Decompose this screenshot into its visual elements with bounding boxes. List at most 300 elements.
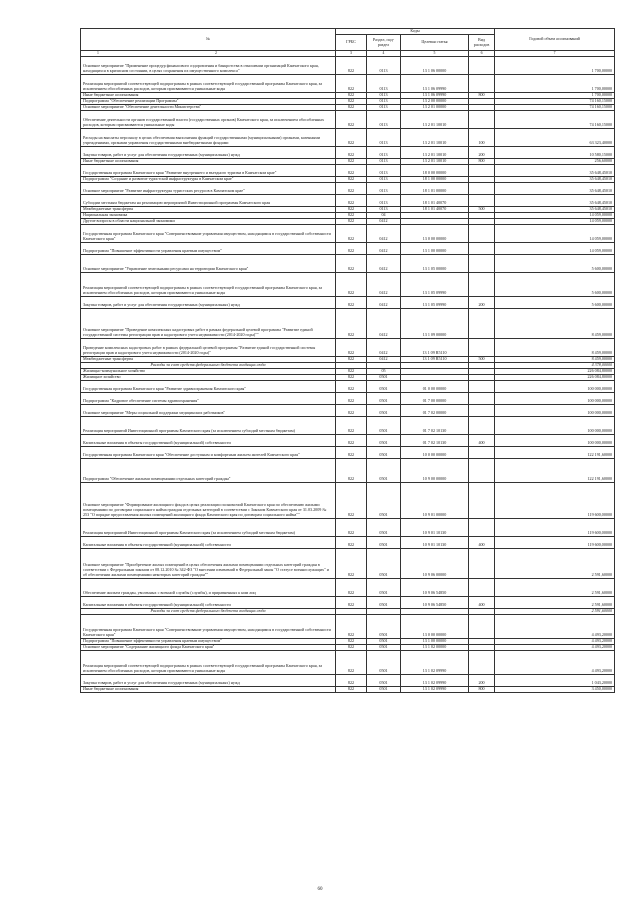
row-description: Реализация мероприятий соответствующей подпрограммы в рамках соответствующей государственной программы Камчатского края, за исключением обособленных расходов, которым присваиваются уникальные коды <box>81 650 336 674</box>
row-expense-type: 500 <box>469 356 495 362</box>
row-grbs: 822 <box>336 416 367 434</box>
header-type: Вид расходов <box>469 35 495 51</box>
table-row <box>81 446 615 458</box>
row-section: 0501 <box>367 644 401 650</box>
row-expense-type <box>469 416 495 434</box>
row-expense-type: 200 <box>469 296 495 308</box>
row-target-article: 13 1 06 09990 <box>401 92 469 98</box>
row-section: 05 <box>367 368 401 374</box>
row-grbs: 822 <box>336 650 367 674</box>
row-amount: 5 600,00000 <box>495 254 615 272</box>
row-expense-type <box>469 518 495 536</box>
row-target-article: 13 1 05 09990 <box>401 296 469 308</box>
column-number: 4 <box>367 51 401 57</box>
row-amount: 35 648,45010 <box>495 176 615 182</box>
row-grbs: 822 <box>336 458 367 482</box>
row-amount: 100 000,00000 <box>495 416 615 434</box>
column-number: 3 <box>336 51 367 57</box>
row-section: 0501 <box>367 536 401 548</box>
row-section: 0113 <box>367 56 401 74</box>
table-row <box>81 482 615 518</box>
row-expense-type <box>469 614 495 638</box>
table-row <box>81 458 615 482</box>
row-amount: 8 459,00000 <box>495 338 615 356</box>
row-expense-type: 100 <box>469 128 495 146</box>
row-target-article: 01 7 02 10130 <box>401 434 469 446</box>
row-grbs: 822 <box>336 176 367 182</box>
row-amount: 2 591,60000 <box>495 608 615 614</box>
row-section: 0113 <box>367 164 401 176</box>
row-description: Основное мероприятие "Содержание жилищного фонда Камчатского края" <box>81 644 336 650</box>
row-target-article: 13 1 05 00000 <box>401 254 469 272</box>
row-description: Основное мероприятие "Формирование жилищного фонда в целях реализации полномочий Камчатского края по обеспечению жилыми помещениями по договорам социального найма граждан отдельных категорий в соответствии с Законом Камчатского края от 31.03.2009 № 253 "О порядке предоставления жилых помещений жилищного фонда Камчатского края по договорам социального найма"" <box>81 482 336 518</box>
row-amount: 1 700,00000 <box>495 92 615 98</box>
column-number-label: 2 <box>215 51 217 55</box>
row-expense-type <box>469 254 495 272</box>
row-expense-type <box>469 548 495 578</box>
row-target-article: 13 2 01 10010 <box>401 128 469 146</box>
row-section: 0501 <box>367 674 401 686</box>
row-target-article: 13 0 00 00000 <box>401 614 469 638</box>
row-grbs: 822 <box>336 218 367 224</box>
row-grbs: 822 <box>336 56 367 74</box>
row-amount: 122 191,60000 <box>495 446 615 458</box>
row-grbs: 822 <box>336 110 367 128</box>
row-expense-type <box>469 308 495 338</box>
row-description: Реализация мероприятий соответствующей подпрограммы в рамках соответствующей государственной программы Камчатского края, за исключением обособленных расходов, которым присваиваются уникальные коды <box>81 272 336 296</box>
row-amount: 100 000,00000 <box>495 404 615 416</box>
row-expense-type <box>469 194 495 206</box>
row-amount: 74 160,15000 <box>495 104 615 110</box>
row-grbs: 822 <box>336 596 367 608</box>
table-body <box>81 51 615 693</box>
row-grbs: 822 <box>336 338 367 356</box>
row-description: Государственная программа Камчатского края "Обеспечение доступным и комфортным жильем жителей Камчатского края" <box>81 446 336 458</box>
row-target-article: 13 1 09 00000 <box>401 308 469 338</box>
row-target-article: 18 1 01 00000 <box>401 182 469 194</box>
row-section: 0501 <box>367 482 401 518</box>
row-grbs: 822 <box>336 404 367 416</box>
row-amount: 10 580,15000 <box>495 146 615 158</box>
row-target-article: 13 2 00 00000 <box>401 98 469 104</box>
row-description: Капитальные вложения в объекты государственной (муниципальной) собственности <box>81 434 336 446</box>
row-section: 0412 <box>367 356 401 362</box>
row-amount: 100 000,00000 <box>495 434 615 446</box>
row-amount: 35 648,45010 <box>495 182 615 194</box>
row-grbs: 822 <box>336 242 367 254</box>
row-target-article: 10 9 06 00000 <box>401 548 469 578</box>
row-expense-type <box>469 74 495 92</box>
row-expense-type: 800 <box>469 686 495 692</box>
row-grbs: 822 <box>336 674 367 686</box>
row-description: Подпрограмма "Повышение эффективности управления краевым имуществом" <box>81 638 336 644</box>
row-section: 0412 <box>367 218 401 224</box>
row-amount: 119 600,00000 <box>495 536 615 548</box>
row-description: Основное мероприятие "Меры социальной поддержки медицинских работников" <box>81 404 336 416</box>
row-description: Иные бюджетные ассигнования <box>81 686 336 692</box>
column-number: 7 <box>495 51 615 57</box>
row-target-article: 10 9 00 00000 <box>401 458 469 482</box>
row-description: Межбюджетные трансферты <box>81 356 336 362</box>
row-grbs: 822 <box>336 380 367 392</box>
row-section: 0412 <box>367 272 401 296</box>
row-grbs: 822 <box>336 98 367 104</box>
row-section: 0501 <box>367 416 401 434</box>
row-expense-type <box>469 458 495 482</box>
row-description: Капитальные вложения в объекты государственной (муниципальной) собственности <box>81 596 336 608</box>
table-row <box>81 242 615 254</box>
row-section: 0501 <box>367 446 401 458</box>
row-section: 0113 <box>367 176 401 182</box>
row-amount: 100 000,00000 <box>495 392 615 404</box>
row-section: 0113 <box>367 128 401 146</box>
row-grbs: 822 <box>336 212 367 218</box>
row-amount: 4 378,00000 <box>495 362 615 368</box>
row-amount: 8 459,00000 <box>495 356 615 362</box>
row-section: 0501 <box>367 404 401 416</box>
row-target-article: 13 1 02 00000 <box>401 644 469 650</box>
row-description: Закупка товаров, работ и услуг для обеспечения государственных (муниципальных) нужд <box>81 674 336 686</box>
header-volume: Годовой объем ассигнований <box>495 29 615 51</box>
budget-table <box>80 28 615 693</box>
header-target: Целевая статья <box>401 35 469 51</box>
row-description: Национальная экономика <box>81 212 336 218</box>
row-description: Обеспечение деятельности органов государственной власти (государственных органов) Камчатского края, за исключением обособленных расходов, которым присваиваются уникальные коды <box>81 110 336 128</box>
row-expense-type <box>469 182 495 194</box>
row-description: Проведение комплексных кадастровых работ в рамках федеральной целевой программы "Развитие единой государственной системы регистрации прав и кадастрового учета недвижимости (2014-2020 годы)" <box>81 338 336 356</box>
row-expense-type <box>469 110 495 128</box>
row-grbs: 822 <box>336 356 367 362</box>
table-row <box>81 536 615 548</box>
row-target-article: 18 1 01 40070 <box>401 194 469 206</box>
row-section: 0113 <box>367 158 401 164</box>
row-grbs: 822 <box>336 128 367 146</box>
row-section: 0412 <box>367 242 401 254</box>
table-row <box>81 686 615 692</box>
row-amount: 35 648,45010 <box>495 194 615 206</box>
row-description: Капитальные вложения в объекты государственной (муниципальной) собственности <box>81 536 336 548</box>
table-row <box>81 56 615 74</box>
row-section: 0501 <box>367 614 401 638</box>
row-expense-type <box>469 224 495 242</box>
row-grbs: 822 <box>336 482 367 518</box>
table-row <box>81 548 615 578</box>
table-row <box>81 392 615 404</box>
row-section: 0113 <box>367 194 401 206</box>
table-row <box>81 224 615 242</box>
row-section: 04 <box>367 212 401 218</box>
row-section: 0113 <box>367 104 401 110</box>
row-section: 0113 <box>367 206 401 212</box>
row-target-article: 10 9 06 54850 <box>401 578 469 596</box>
row-expense-type <box>469 482 495 518</box>
row-section: 0501 <box>367 578 401 596</box>
row-target-article: 10 0 00 00000 <box>401 446 469 458</box>
table-row <box>81 338 615 356</box>
row-grbs: 822 <box>336 686 367 692</box>
row-amount: 14 059,00000 <box>495 218 615 224</box>
row-description: Закупка товаров, работ и услуг для обеспечения государственных (муниципальных) нужд <box>81 296 336 308</box>
row-description: Иные бюджетные ассигнования <box>81 92 336 98</box>
row-description: Другие вопросы в области национальной экономики <box>81 218 336 224</box>
row-amount: 5 600,00000 <box>495 296 615 308</box>
row-expense-type <box>469 650 495 674</box>
row-grbs: 822 <box>336 194 367 206</box>
row-amount: 122 191,60000 <box>495 458 615 482</box>
table-row <box>81 614 615 638</box>
row-amount: 4 493,20000 <box>495 614 615 638</box>
row-section: 0501 <box>367 638 401 644</box>
row-amount: 14 059,00000 <box>495 212 615 218</box>
row-description: Подпрограмма "Повышение эффективности управления краевым имуществом" <box>81 242 336 254</box>
row-expense-type <box>469 338 495 356</box>
header-no: № <box>81 29 336 51</box>
table-row <box>81 434 615 446</box>
table-row <box>81 164 615 176</box>
row-description: Субсидии местным бюджетам на реализацию мероприятий Инвестиционной программы Камчатского края <box>81 194 336 206</box>
column-number: 6 <box>469 51 495 57</box>
row-target-article: 18 0 00 00000 <box>401 164 469 176</box>
row-description: Жилищно-коммунальное хозяйство <box>81 368 336 374</box>
row-amount: 2 591,60000 <box>495 578 615 596</box>
row-amount: 4 493,20000 <box>495 638 615 644</box>
row-amount: 2 591,60000 <box>495 548 615 578</box>
table-row <box>81 596 615 608</box>
row-expense-type <box>469 404 495 416</box>
row-expense-type: 200 <box>469 146 495 158</box>
row-amount: 100 000,00000 <box>495 380 615 392</box>
row-section: 0412 <box>367 338 401 356</box>
row-amount: 3 450,00000 <box>495 686 615 692</box>
row-description: Расходы за счет средств федерального бюджета входящих сюда <box>81 608 336 614</box>
row-target-article: 10 9 01 10130 <box>401 518 469 536</box>
row-section: 0113 <box>367 74 401 92</box>
row-amount: 35 648,45010 <box>495 206 615 212</box>
row-section: 0113 <box>367 110 401 128</box>
table-row <box>81 128 615 146</box>
row-amount: 74 160,15000 <box>495 110 615 128</box>
row-grbs: 822 <box>336 224 367 242</box>
row-target-article: 18 1 00 00000 <box>401 176 469 182</box>
row-target-article: 13 2 01 10010 <box>401 158 469 164</box>
row-target-article: 13 2 01 10010 <box>401 146 469 158</box>
row-grbs: 822 <box>336 614 367 638</box>
row-amount: 4 493,20000 <box>495 650 615 674</box>
row-target-article: 01 7 02 10130 <box>401 416 469 434</box>
row-expense-type: 800 <box>469 92 495 98</box>
row-target-article: 18 1 01 40070 <box>401 206 469 212</box>
row-section: 0501 <box>367 596 401 608</box>
row-description: Основное мероприятие "Управление земельными ресурсами на территории Камчатского края" <box>81 254 336 272</box>
row-description: Жилищное хозяйство <box>81 374 336 380</box>
table-row <box>81 296 615 308</box>
row-description: Основное мероприятие "Проведение комплексных кадастровых работ в рамках федеральной целевой программы "Развитие единой государственной системы регистрации прав и кадастрового учета недвижимости (2014-2020 годы)"" <box>81 308 336 338</box>
row-description: Иные бюджетные ассигнования <box>81 158 336 164</box>
row-amount: 1 043,20000 <box>495 674 615 686</box>
row-target-article: 13 1 02 09990 <box>401 650 469 674</box>
row-target-article: 13 1 09 R5110 <box>401 356 469 362</box>
row-description: Закупка товаров, работ и услуг для обеспечения государственных (муниципальных) нужд <box>81 146 336 158</box>
row-target-article: 13 0 00 00000 <box>401 224 469 242</box>
row-description: Обеспечение жильем граждан, уволенных с военной службы (службы), и приравненных к ним лиц <box>81 578 336 596</box>
row-section: 0412 <box>367 254 401 272</box>
row-grbs: 822 <box>336 368 367 374</box>
row-description: Расходы за счет средств федерального бюджета входящих сюда <box>81 362 336 368</box>
row-target-article: 13 1 00 00000 <box>401 242 469 254</box>
row-description: Основное мероприятие "Обеспечение деятельности Министерства" <box>81 104 336 110</box>
row-section: 0501 <box>367 458 401 482</box>
header-codes: Коды <box>336 29 495 35</box>
row-grbs: 822 <box>336 104 367 110</box>
row-target-article: 13 1 05 09990 <box>401 272 469 296</box>
row-expense-type <box>469 578 495 596</box>
table-row <box>81 194 615 206</box>
row-target-article: 10 9 01 00000 <box>401 482 469 518</box>
row-target-article: 01 7 02 00000 <box>401 404 469 416</box>
row-section: 0412 <box>367 296 401 308</box>
row-target-article: 10 9 06 54850 <box>401 596 469 608</box>
row-grbs: 822 <box>336 272 367 296</box>
row-description: Реализация мероприятий соответствующей подпрограммы в рамках соответствующей государственной программы Камчатского края, за исключением обособленных расходов, которым присваиваются уникальные коды <box>81 74 336 92</box>
row-expense-type <box>469 380 495 392</box>
row-expense-type: 400 <box>469 434 495 446</box>
row-amount: 1 700,00000 <box>495 56 615 74</box>
row-grbs: 822 <box>336 536 367 548</box>
row-expense-type <box>469 242 495 254</box>
table-row <box>81 416 615 434</box>
row-description: Подпрограмма "Обеспечение реализации Программы" <box>81 98 336 104</box>
header-grbs: ГРБС <box>336 35 367 51</box>
row-expense-type: 200 <box>469 674 495 686</box>
row-grbs: 822 <box>336 74 367 92</box>
row-grbs: 822 <box>336 446 367 458</box>
table-row <box>81 674 615 686</box>
row-amount: 35 648,45010 <box>495 164 615 176</box>
row-amount: 226 084,80000 <box>495 368 615 374</box>
table-row <box>81 272 615 296</box>
table-row <box>81 182 615 194</box>
row-target-article: 13 1 02 09990 <box>401 674 469 686</box>
row-section: 0501 <box>367 650 401 674</box>
row-amount: 14 059,00000 <box>495 224 615 242</box>
row-amount: 63 323,40000 <box>495 128 615 146</box>
row-grbs: 822 <box>336 182 367 194</box>
row-grbs: 822 <box>336 206 367 212</box>
table-row <box>81 518 615 536</box>
row-description: Государственная программа Камчатского края "Развитие внутреннего и въездного туризма в Камчатском крае" <box>81 164 336 176</box>
row-expense-type: 400 <box>469 536 495 548</box>
row-description: Основное мероприятие "Приобретение жилых помещений в целях обеспечения жилыми помещениями отдельных категорий граждан в соответствии с Федеральным законом от 08.12.2010 № 342-ФЗ "О внесении изменений в Федеральный закон "О статусе военнослужащих" и об обеспечении жилыми помещениями некоторых категорий граждан"" <box>81 548 336 578</box>
row-description: Расходы на выплаты персоналу в целях обеспечения выполнения функций государственными (муниципальными) органами, казенными учреждениями, органами управления государственными внебюджетными фондами <box>81 128 336 146</box>
row-target-article: 13 1 00 00000 <box>401 638 469 644</box>
row-description: Государственная программа Камчатского края "Совершенствование управления имуществом, находящимся в государственной собственности Камчатского края" <box>81 614 336 638</box>
row-description: Государственная программа Камчатского края "Совершенствование управления имуществом, находящимся в государственной собственности Камчатского края" <box>81 224 336 242</box>
row-section: 0501 <box>367 518 401 536</box>
row-section: 0501 <box>367 392 401 404</box>
row-description: Государственная программа Камчатского края "Развитие здравоохранения Камчатского края" <box>81 380 336 392</box>
table-row <box>81 254 615 272</box>
row-grbs: 822 <box>336 92 367 98</box>
row-amount: 119 600,00000 <box>495 482 615 518</box>
row-grbs: 822 <box>336 374 367 380</box>
row-grbs: 822 <box>336 392 367 404</box>
table-row <box>81 404 615 416</box>
row-section: 0501 <box>367 686 401 692</box>
row-target-article: 13 2 01 10010 <box>401 110 469 128</box>
row-section: 0113 <box>367 98 401 104</box>
row-target-article: 10 9 01 10130 <box>401 536 469 548</box>
row-grbs: 822 <box>336 254 367 272</box>
row-section: 0113 <box>367 146 401 158</box>
row-description: Подпрограмма "Кадровое обеспечение системы здравоохранения" <box>81 392 336 404</box>
row-target-article: 13 2 01 00000 <box>401 104 469 110</box>
row-expense-type: 500 <box>469 206 495 212</box>
row-amount: 2 591,60000 <box>495 596 615 608</box>
table-row <box>81 380 615 392</box>
table-row <box>81 110 615 128</box>
row-grbs: 822 <box>336 296 367 308</box>
row-amount: 4 493,20000 <box>495 644 615 650</box>
row-target-article: 13 1 02 09990 <box>401 686 469 692</box>
row-target-article: 13 1 06 00000 <box>401 56 469 74</box>
row-section: 0501 <box>367 380 401 392</box>
row-amount: 74 160,15000 <box>495 98 615 104</box>
table-row <box>81 578 615 596</box>
row-description: Реализация мероприятий Инвестиционной программы Камчатского края (за исключением субсидий местным бюджетам) <box>81 416 336 434</box>
row-grbs: 822 <box>336 518 367 536</box>
row-expense-type <box>469 56 495 74</box>
row-description: Основное мероприятие "Применение процедур финансового оздоровления и банкротства в отношении организаций Камчатского края, находящихся в кризисном состоянии, в целях сохранения их имущественного комплекса" <box>81 56 336 74</box>
row-section: 0501 <box>367 434 401 446</box>
row-amount: 119 600,00000 <box>495 518 615 536</box>
column-number: 5 <box>401 51 469 57</box>
row-expense-type: 400 <box>469 596 495 608</box>
row-section: 0113 <box>367 92 401 98</box>
row-target-article: 01 0 00 00000 <box>401 380 469 392</box>
table-row <box>81 74 615 92</box>
row-amount: 14 059,00000 <box>495 242 615 254</box>
row-description: Основное мероприятие "Развитие инфраструктуры туристских ресурсов в Камчатском крае" <box>81 182 336 194</box>
table-row <box>81 146 615 158</box>
row-grbs: 822 <box>336 146 367 158</box>
row-description: Подпрограмма "Создание и развитие туристской инфраструктуры в Камчатском крае" <box>81 176 336 182</box>
row-grbs: 822 <box>336 158 367 164</box>
table-row <box>81 650 615 674</box>
row-grbs: 822 <box>336 164 367 176</box>
row-grbs: 822 <box>336 548 367 578</box>
row-target-article: 13 1 06 09990 <box>401 74 469 92</box>
column-number-label: 1 <box>97 51 99 55</box>
table-row <box>81 308 615 338</box>
row-expense-type <box>469 392 495 404</box>
row-section: 0501 <box>367 548 401 578</box>
header-razdel: Раздел, под-раздел <box>367 35 401 51</box>
row-description: Подпрограмма "Обеспечение жилыми помещениями отдельных категорий граждан" <box>81 458 336 482</box>
row-section: 0412 <box>367 224 401 242</box>
row-amount: 1 700,00000 <box>495 74 615 92</box>
row-expense-type <box>469 164 495 176</box>
row-section: 0113 <box>367 182 401 194</box>
row-grbs: 822 <box>336 434 367 446</box>
row-section: 0412 <box>367 308 401 338</box>
row-description: Реализация мероприятий Инвестиционной программы Камчатского края (за исключением субсидий местным бюджетам) <box>81 518 336 536</box>
row-target-article: 01 7 00 00000 <box>401 392 469 404</box>
row-expense-type <box>469 272 495 296</box>
row-amount: 256,60000 <box>495 158 615 164</box>
row-grbs: 822 <box>336 644 367 650</box>
row-expense-type: 800 <box>469 158 495 164</box>
row-section: 0501 <box>367 374 401 380</box>
